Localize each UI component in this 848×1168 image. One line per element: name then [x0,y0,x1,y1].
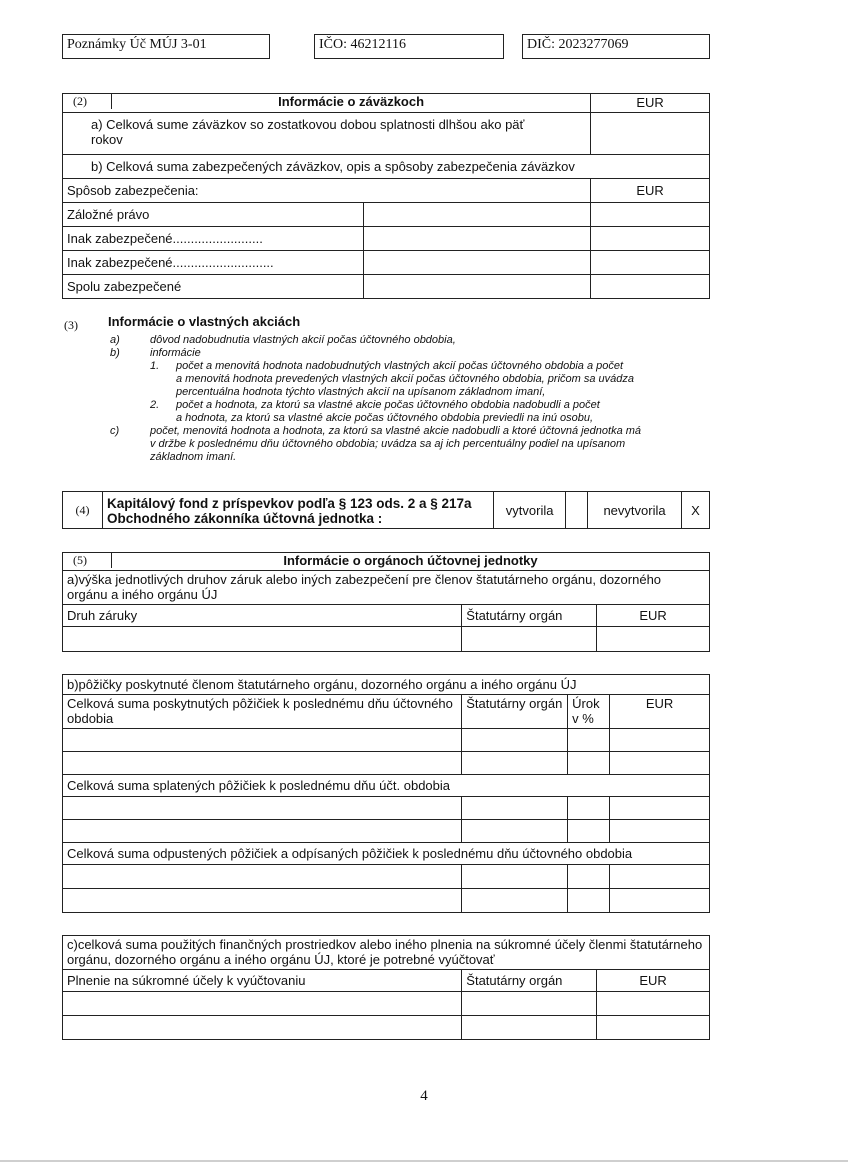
loans-forgiven-cell[interactable] [63,865,462,889]
loans-forgiven-cell[interactable] [63,889,462,913]
section-5-title: Informácie o orgánoch účtovnej jednotky [283,553,538,568]
pledge-row-description[interactable] [363,203,590,227]
other-security-row-2-value[interactable] [591,251,710,275]
item-b1-line2: a menovitá hodnota prevedených vlastných akcií počas účtovného obdobia, pričom sa uvádza [176,373,635,385]
item-b-text: informácie [150,347,201,359]
dic-box [522,34,710,59]
private-use-table [62,935,710,1040]
loans-table [62,674,710,913]
item-c-line3: základnom imaní. [150,451,237,463]
option-created-label: vytvorila [494,492,566,529]
private-use-eur-header: EUR [597,970,710,992]
total-secured-description[interactable] [363,275,590,299]
section-4-number: (4) [63,492,103,529]
guarantees-description: a)výška jednotlivých druhov záruk alebo iných zabezpečení pre členov štatutárneho orgánu, dozorného orgánu a iného orgánu ÚJ [63,571,710,605]
ico-box [314,34,504,59]
item-b2-line1: počet a hodnota, za ktorú sa vlastné akcie počas účtovného obdobia nadobudli a počet [176,399,600,411]
guarantees-table [62,552,710,652]
item-c-mark: c) [110,425,120,437]
loans-forgiven-body-cell[interactable] [462,865,568,889]
long-term-liabilities-row: a) Celková sume záväzkov so zostatkovou dobou splatnosti dlhšou ako päť rokov [63,113,591,155]
loans-body-cell[interactable] [462,729,568,752]
loans-provided-header: Celková suma poskytnutých pôžičiek k poslednému dňu účtovného obdobia [63,695,462,729]
security-method-label: Spôsob zabezpečenia: [63,179,591,203]
loans-description: b)pôžičky poskytnuté členom štatutárneho orgánu, dozorného orgánu a iného orgánu ÚJ [63,675,710,695]
private-use-cell[interactable] [63,1016,462,1040]
loans-repaid-body-cell[interactable] [462,797,568,820]
capital-fund-table [62,491,710,529]
guarantee-body-header: Štatutárny orgán [462,605,597,627]
total-secured-value[interactable] [591,275,710,299]
ico-number: IČO: 46212116 [319,37,406,52]
section-3-number: (3) [64,318,78,332]
secured-liabilities-row: b) Celková suma zabezpečených záväzkov, opis a spôsoby zabezpečenia záväzkov [63,155,710,179]
eur-header: EUR [591,94,710,113]
item-b2-mark: 2. [150,399,160,411]
loans-provided-cell[interactable] [63,752,462,775]
option-created-checkbox[interactable] [566,492,588,529]
loans-forgiven-body-cell[interactable] [462,889,568,913]
section-5-number: (5) [63,553,112,568]
section-2-title: Informácie o záväzkoch [278,94,425,109]
item-b1-line1: počet a menovitá hodnota nadobudnutých vlastných akcií počas účtovného obdobia a počet [176,360,624,372]
loans-provided-cell[interactable] [63,729,462,752]
page-number: 4 [420,1088,428,1104]
liabilities-table [62,93,710,299]
long-term-liabilities-value[interactable] [591,113,710,155]
loans-repaid-cell[interactable] [63,797,462,820]
other-security-row-value[interactable] [591,227,710,251]
pledge-row-value[interactable] [591,203,710,227]
item-b1-mark: 1. [150,360,160,372]
private-use-body-cell[interactable] [462,1016,597,1040]
guarantee-eur-header: EUR [597,605,710,627]
security-method-eur: EUR [591,179,710,203]
loans-interest-cell[interactable] [568,752,610,775]
other-security-row-2-label: Inak zabezpečené............................ [63,251,364,275]
loans-forgiven-eur-cell[interactable] [610,865,710,889]
item-a-mark: a) [110,334,120,346]
loans-repaid-body-cell[interactable] [462,820,568,843]
loans-interest-header: Úrok v % [568,695,610,729]
pledge-row-label: Záložné právo [63,203,364,227]
private-use-cell[interactable] [63,992,462,1016]
notes-reference: Poznámky Úč MÚJ 3-01 [67,37,207,52]
loans-repaid-interest-cell[interactable] [568,797,610,820]
item-c-line1: počet, menovitá hodnota a hodnota, za ktorú sa vlastné akcie nadobudli a ktoré účtovná jednotka má [150,425,642,437]
item-b-mark: b) [110,347,120,359]
guarantee-type-cell[interactable] [63,627,462,652]
loans-repaid-header: Celková suma splatených pôžičiek k poslednému dňu účt. obdobia [63,775,710,797]
private-use-eur-cell[interactable] [597,1016,710,1040]
option-not-created-label: nevytvorila [588,492,682,529]
item-b2-line2: a hodnota, za ktorú sa vlastné akcie počas účtovného obdobia previedli na inú osobu, [176,412,594,424]
loans-body-header: Štatutárny orgán [462,695,568,729]
capital-fund-line2: Obchodného zákonníka účtovná jednotka : [106,511,383,526]
loans-body-cell[interactable] [462,752,568,775]
loans-repaid-interest-cell[interactable] [568,820,610,843]
loans-interest-cell[interactable] [568,729,610,752]
item-a-text: dôvod nadobudnutia vlastných akcií počas účtovného obdobia, [150,334,456,346]
item-b1-line3: percentuálna hodnota týchto vlastných akcií na upísanom základnom imaní, [176,386,546,398]
private-use-body-cell[interactable] [462,992,597,1016]
loans-eur-header: EUR [610,695,710,729]
loans-eur-cell[interactable] [610,729,710,752]
other-security-row-label: Inak zabezpečené......................... [63,227,364,251]
loans-forgiven-interest-cell[interactable] [568,865,610,889]
private-use-body-header: Štatutárny orgán [462,970,597,992]
capital-fund-description [102,492,493,529]
private-use-description: c)celková suma použitých finančných prostriedkov alebo iného plnenia na súkromné účely členmi štatutárneho orgánu, dozorného orgánu a iného orgánu ÚJ, ktoré je potrebné vyúčtovať [63,936,710,970]
guarantee-type-header: Druh záruky [63,605,462,627]
total-secured-label: Spolu zabezpečené [63,275,364,299]
other-security-row-description[interactable] [363,227,590,251]
loans-repaid-cell[interactable] [63,820,462,843]
dic-number: DIČ: 2023277069 [527,37,629,52]
loans-forgiven-eur-cell[interactable] [610,889,710,913]
other-security-row-2-description[interactable] [363,251,590,275]
option-not-created-checkbox[interactable]: X [682,492,710,529]
guarantee-body-cell[interactable] [462,627,597,652]
capital-fund-line1: Kapitálový fond z príspevkov podľa § 123 ods. 2 a § 217a [106,496,472,511]
loans-repaid-eur-cell[interactable] [610,820,710,843]
guarantee-eur-cell[interactable] [597,627,710,652]
loans-repaid-eur-cell[interactable] [610,797,710,820]
loans-forgiven-header: Celková suma odpustených pôžičiek a odpísaných pôžičiek k poslednému dňu účtovného obdobia [63,843,710,865]
loans-eur-cell[interactable] [610,752,710,775]
notes-reference-box [62,34,270,59]
item-c-line2: v držbe k poslednému dňu účtovného obdobia; uvádza sa aj ich percentuálny podiel na upísanom [150,438,626,450]
section-2-number: (2) [63,94,112,109]
private-use-eur-cell[interactable] [597,992,710,1016]
loans-forgiven-interest-cell[interactable] [568,889,610,913]
private-use-header: Plnenie na súkromné účely k vyúčtovaniu [63,970,462,992]
section-3-title: Informácie o vlastných akciách [108,314,301,329]
scan-edge [0,1160,848,1162]
